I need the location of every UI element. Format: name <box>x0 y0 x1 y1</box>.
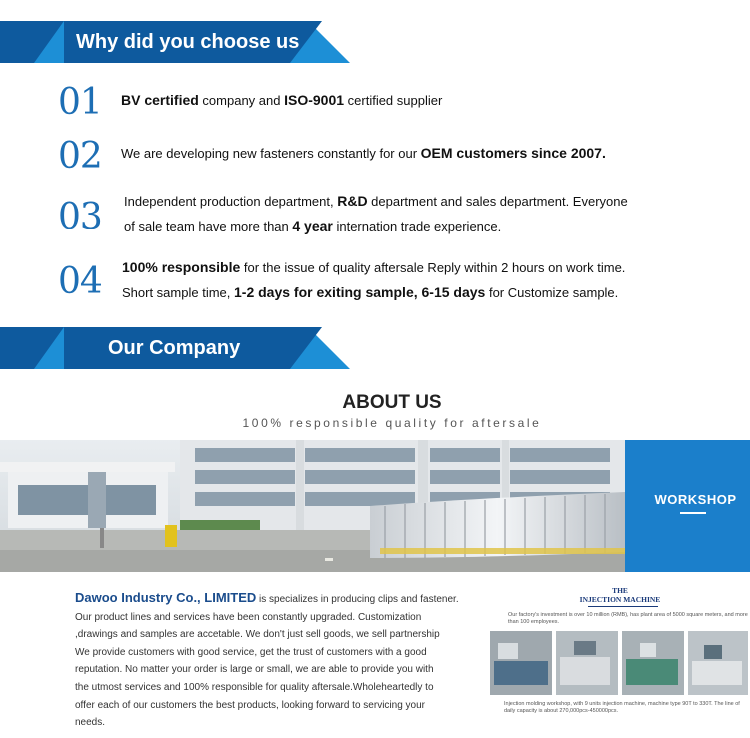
text-segment-0: We are developing new fasteners constantly for our <box>121 146 421 161</box>
factory-photo <box>0 440 625 572</box>
injection-machine-title <box>490 586 750 604</box>
bold-segment-1: OEM customers since 2007. <box>420 145 606 161</box>
text-segment-2: department and sales department. Everyone <box>367 194 628 209</box>
bold-segment-0: BV certified <box>121 92 199 108</box>
company-intro <box>75 589 475 732</box>
about-us-subtitle: 100% responsible quality for aftersale <box>242 416 542 430</box>
bold-segment-2: ISO-9001 <box>284 92 345 108</box>
bold-segment-1: 4 year <box>292 218 333 234</box>
company-intro-line-6: offer each of our customers the best products, looking forward to servicing your <box>75 699 425 711</box>
our-company-title: Our Company <box>108 337 241 359</box>
company-intro-body <box>75 609 475 732</box>
point-2-number: 02 <box>58 136 102 169</box>
company-intro-line-5: the utmost services and 100% responsible for quality aftersale.Wholeheartedly to <box>75 681 434 693</box>
text-segment-2: for Customize sample. <box>485 285 619 300</box>
text-segment-0: of sale team have more than <box>124 219 293 234</box>
company-lead: is specializes in producing clips and fastener. <box>256 594 459 605</box>
injection-caption: Injection molding workshop, with 9 units injection machine, machine type 90T to 330T. The line of daily capacity is about 270,000pcs-450000pcs. <box>504 701 740 714</box>
bold-segment-1: R&D <box>337 193 368 209</box>
company-intro-line-4: reputation. No matter your order is large or small, we are able to provide you with <box>75 664 434 676</box>
point-3-line-1 <box>124 189 628 214</box>
injection-workshop-photos <box>490 631 748 695</box>
point-4-number: 04 <box>58 261 102 297</box>
point-1-number: 01 <box>58 82 102 115</box>
point-2-text <box>121 141 606 166</box>
company-intro-line-1: Our product lines and services have been constantly upgraded. Customization <box>75 611 422 623</box>
injection-title-rule <box>588 606 658 607</box>
our-company-banner <box>0 327 350 369</box>
workshop-label: WORKSHOP <box>654 492 737 507</box>
point-3-line-2 <box>124 214 628 239</box>
injection-title-main: INJECTION MACHINE <box>579 595 661 604</box>
bold-segment-0: 100% responsible <box>122 259 241 275</box>
point-4-text <box>122 255 625 305</box>
text-segment-3: certified supplier <box>344 93 443 108</box>
text-segment-0: Independent production department, <box>124 194 338 209</box>
text-segment-2: internation trade experience. <box>332 219 502 234</box>
factory-building-illustration <box>0 440 625 572</box>
company-intro-line-3: We provide customers with good service, get the trust of customers with a good <box>75 646 427 658</box>
workshop-panel[interactable] <box>625 440 750 572</box>
point-4-line-1 <box>122 255 625 280</box>
text-segment-1: for the issue of quality aftersale Reply within 2 hours on work time. <box>240 260 626 275</box>
company-name: Dawoo Industry Co., LIMITED <box>75 590 257 605</box>
point-3-text <box>124 189 628 239</box>
workshop-underline <box>680 512 706 514</box>
point-1-line-1 <box>121 88 442 113</box>
why-choose-us-title: Why did you choose us <box>76 31 300 53</box>
point-2-line-1 <box>121 141 606 166</box>
company-intro-first-line <box>75 589 475 609</box>
bold-segment-1: 1-2 days for exiting sample, 6-15 days <box>234 284 486 300</box>
text-segment-0: Short sample time, <box>122 285 234 300</box>
injection-title-top: THE <box>612 586 628 595</box>
company-intro-line-7: needs. <box>75 717 106 729</box>
company-intro-line-2: ,drawings and samples are accetable. We don't just sell goods, we sell partnership <box>75 629 440 641</box>
point-1-text <box>121 88 442 113</box>
text-segment-1: company and <box>198 93 285 108</box>
why-choose-us-banner <box>0 21 350 63</box>
injection-description: Our factory's investment is over 10 million (RMB), has plant area of 5000 square meters, and more than 100 employees. <box>508 612 748 625</box>
point-4-line-2 <box>122 280 625 305</box>
point-3-number: 03 <box>58 197 102 229</box>
about-us-title: ABOUT US <box>342 392 442 413</box>
